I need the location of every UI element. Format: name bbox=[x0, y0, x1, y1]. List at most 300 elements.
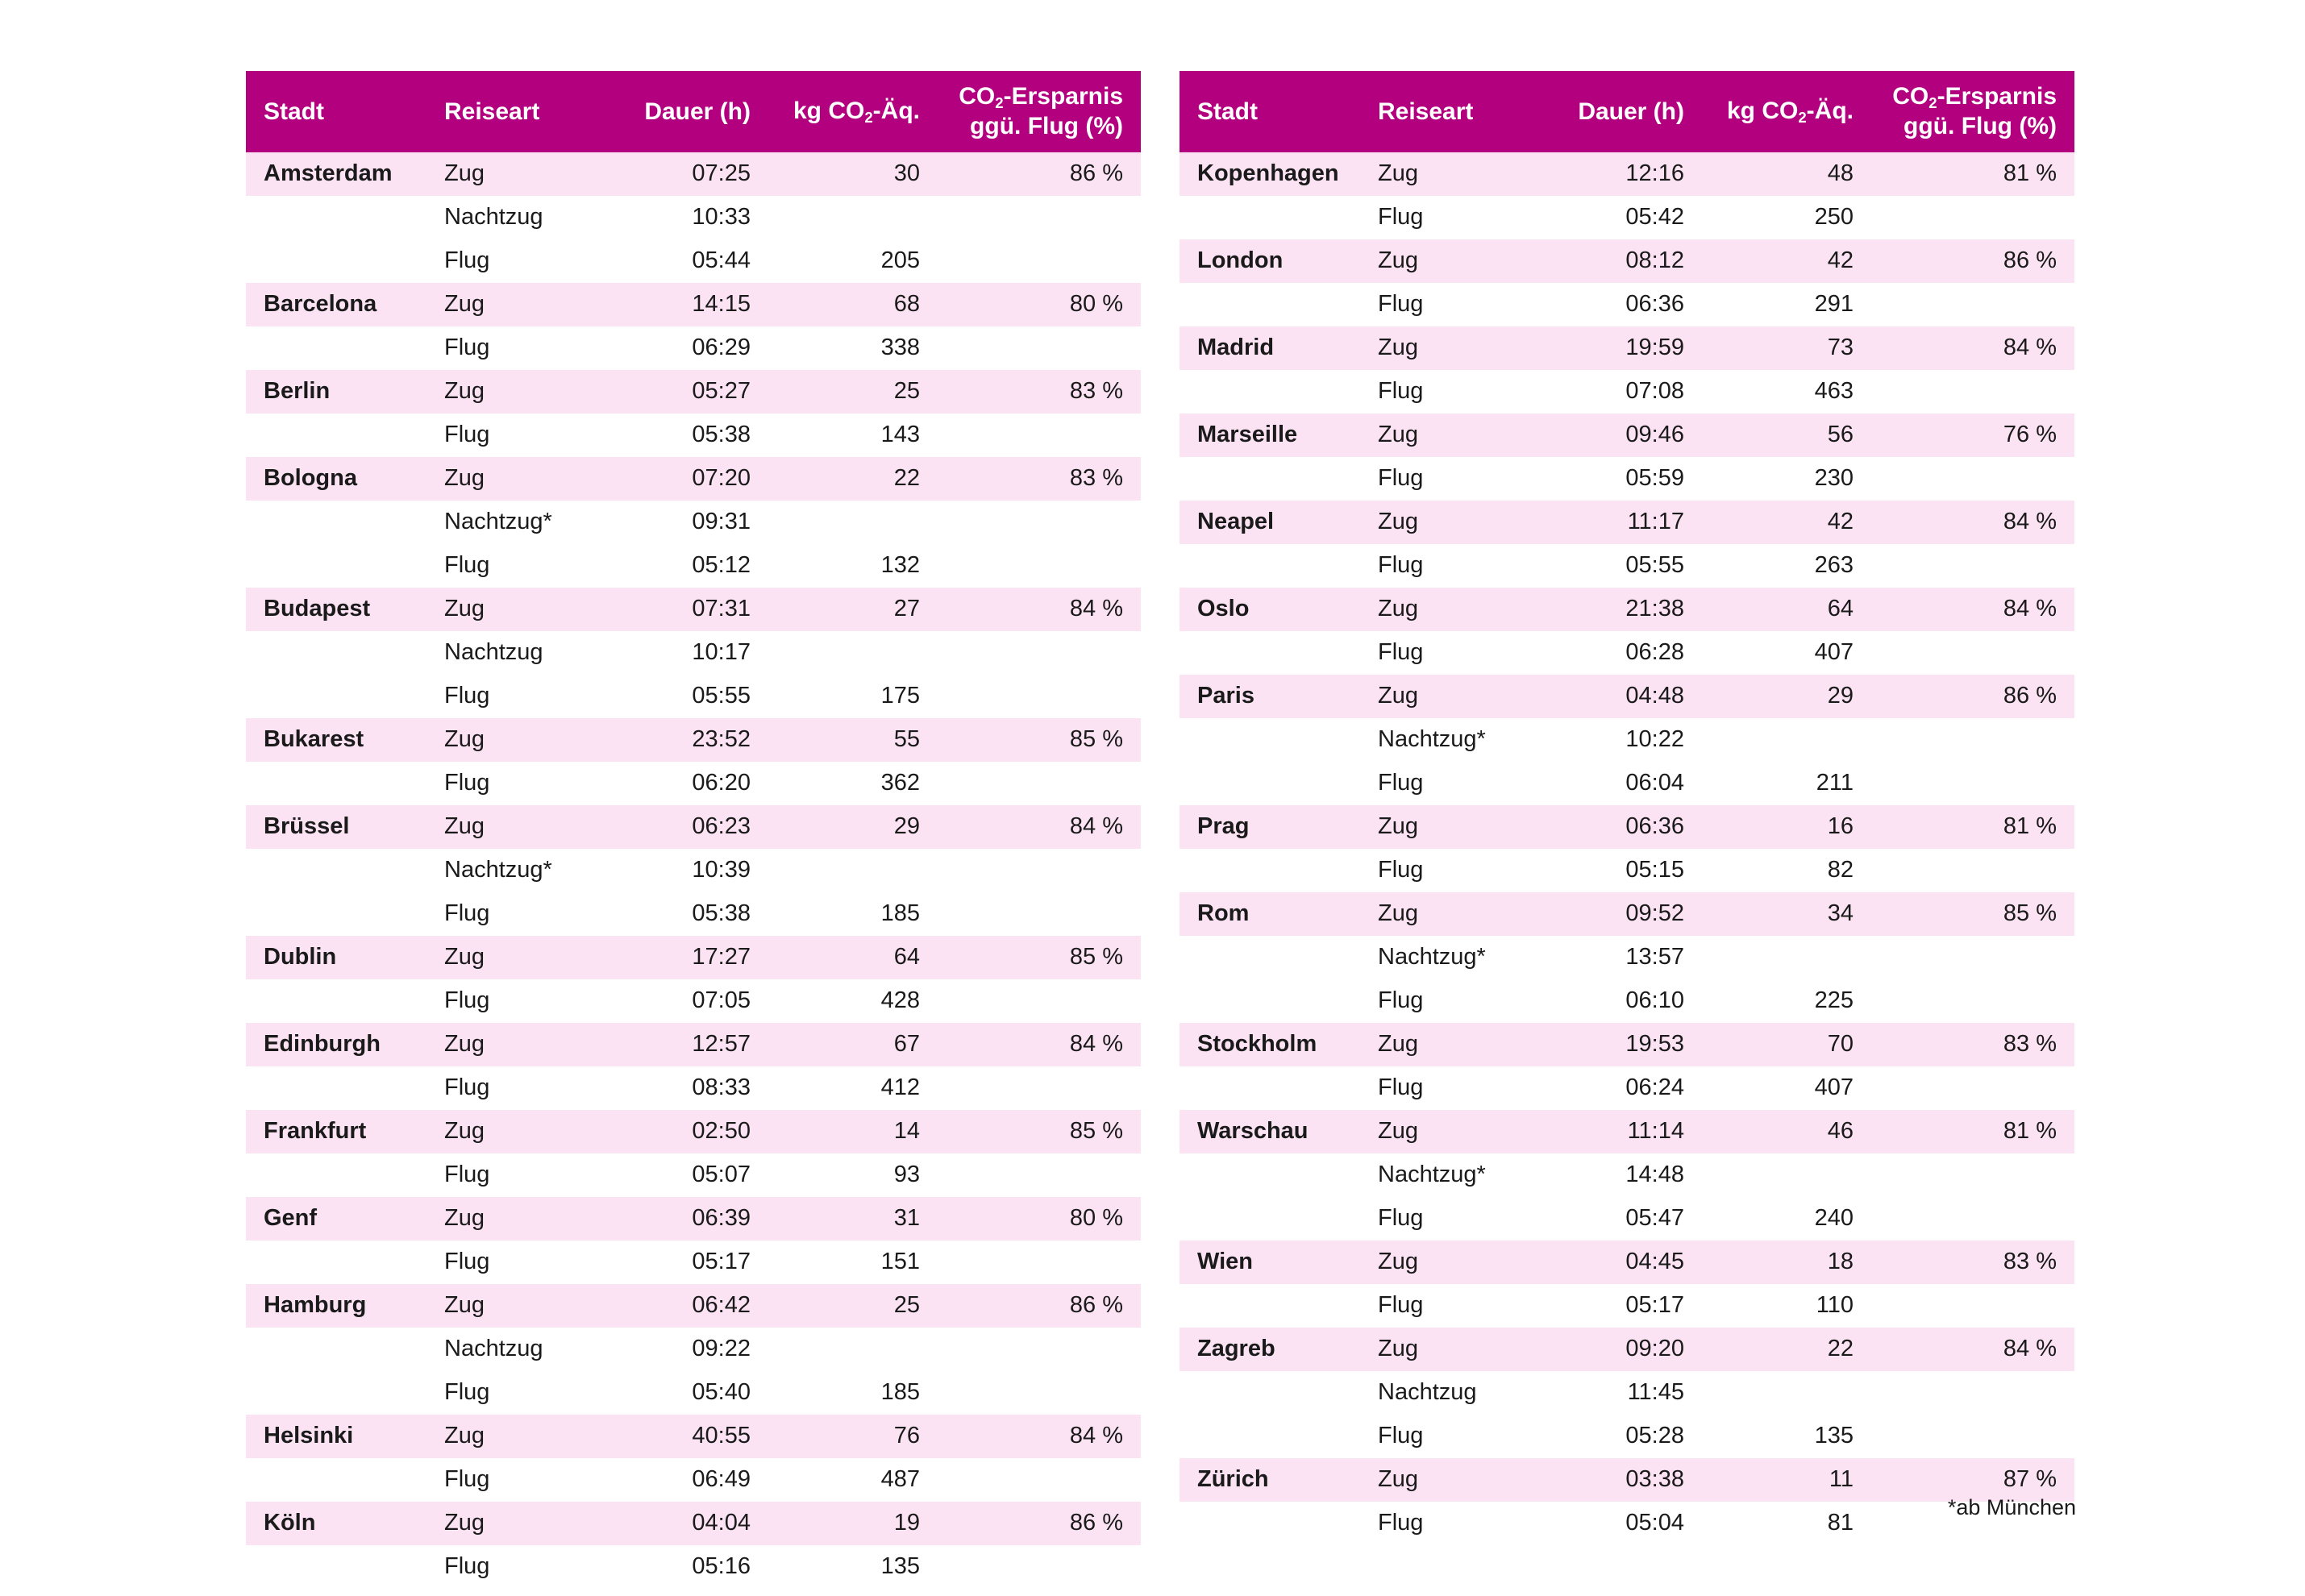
cell-mode: Zug bbox=[1367, 892, 1534, 936]
cell-city: Kopenhagen bbox=[1180, 152, 1367, 196]
cell-saving bbox=[931, 849, 1141, 892]
column-header-co2 bbox=[762, 71, 931, 152]
cell-duration: 02:50 bbox=[601, 1110, 762, 1153]
cell-saving: 85 % bbox=[931, 718, 1141, 762]
cell-saving bbox=[931, 892, 1141, 936]
cell-city bbox=[1180, 283, 1367, 326]
cell-mode: Flug bbox=[433, 979, 601, 1023]
cell-city: Warschau bbox=[1180, 1110, 1367, 1153]
cell-city bbox=[1180, 1066, 1367, 1110]
cell-mode: Zug bbox=[433, 1502, 601, 1545]
column-header-co2 bbox=[1695, 71, 1865, 152]
cell-mode: Flug bbox=[433, 1066, 601, 1110]
cell-mode: Flug bbox=[1367, 1066, 1534, 1110]
cell-city: Frankfurt bbox=[246, 1110, 433, 1153]
cell-saving bbox=[1865, 544, 2074, 588]
table-body-left bbox=[246, 152, 1141, 1589]
cell-saving bbox=[1865, 370, 2074, 414]
table-row bbox=[1180, 1284, 2074, 1328]
cell-mode: Zug bbox=[1367, 1328, 1534, 1371]
cell-saving bbox=[931, 979, 1141, 1023]
cell-co2: 68 bbox=[762, 283, 931, 326]
cell-duration: 05:07 bbox=[601, 1153, 762, 1197]
cell-co2: 412 bbox=[762, 1066, 931, 1110]
cell-saving: 84 % bbox=[1865, 326, 2074, 370]
cell-co2 bbox=[1695, 1153, 1865, 1197]
cell-city: Köln bbox=[246, 1502, 433, 1545]
cell-saving: 83 % bbox=[931, 370, 1141, 414]
cell-city bbox=[246, 979, 433, 1023]
cell-saving: 86 % bbox=[931, 1502, 1141, 1545]
cell-co2: 143 bbox=[762, 414, 931, 457]
cell-city bbox=[1180, 718, 1367, 762]
cell-city bbox=[246, 196, 433, 239]
cell-mode: Zug bbox=[1367, 152, 1534, 196]
cell-mode: Nachtzug* bbox=[1367, 1153, 1534, 1197]
cell-mode: Flug bbox=[1367, 849, 1534, 892]
cell-duration: 05:04 bbox=[1534, 1502, 1695, 1545]
cell-co2: 34 bbox=[1695, 892, 1865, 936]
cell-city bbox=[246, 1241, 433, 1284]
cell-duration: 05:28 bbox=[1534, 1415, 1695, 1458]
table-row bbox=[1180, 196, 2074, 239]
cell-mode: Flug bbox=[433, 1545, 601, 1589]
cell-duration: 17:27 bbox=[601, 936, 762, 979]
travel-emissions-table-left bbox=[246, 71, 1141, 1589]
cell-city bbox=[246, 326, 433, 370]
cell-co2: 30 bbox=[762, 152, 931, 196]
saving-label-sub: 2 bbox=[1928, 94, 1937, 112]
cell-city bbox=[246, 1371, 433, 1415]
cell-mode: Zug bbox=[1367, 588, 1534, 631]
cell-co2: 22 bbox=[1695, 1328, 1865, 1371]
cell-saving bbox=[1865, 979, 2074, 1023]
comparison-tables bbox=[246, 71, 2076, 1589]
cell-mode: Flug bbox=[1367, 979, 1534, 1023]
cell-mode: Zug bbox=[1367, 326, 1534, 370]
cell-saving bbox=[931, 414, 1141, 457]
co2-label-pre: kg CO bbox=[793, 97, 865, 124]
cell-co2 bbox=[1695, 936, 1865, 979]
cell-saving: 86 % bbox=[1865, 675, 2074, 718]
table-row bbox=[1180, 631, 2074, 675]
cell-co2 bbox=[762, 196, 931, 239]
table-row bbox=[1180, 283, 2074, 326]
cell-duration: 05:17 bbox=[1534, 1284, 1695, 1328]
table-row bbox=[246, 1110, 1141, 1153]
cell-saving: 87 % bbox=[1865, 1458, 2074, 1502]
table-row bbox=[1180, 1415, 2074, 1458]
saving-label-post: -Ersparnis bbox=[1003, 83, 1123, 110]
table-row bbox=[1180, 1197, 2074, 1241]
cell-mode: Nachtzug* bbox=[1367, 936, 1534, 979]
cell-mode: Flug bbox=[1367, 457, 1534, 501]
cell-mode: Zug bbox=[433, 718, 601, 762]
cell-duration: 09:46 bbox=[1534, 414, 1695, 457]
cell-saving bbox=[931, 196, 1141, 239]
cell-saving bbox=[931, 1545, 1141, 1589]
cell-city bbox=[246, 1328, 433, 1371]
cell-duration: 06:49 bbox=[601, 1458, 762, 1502]
cell-saving: 76 % bbox=[1865, 414, 2074, 457]
cell-saving bbox=[931, 1241, 1141, 1284]
table-row bbox=[1180, 457, 2074, 501]
cell-duration: 06:10 bbox=[1534, 979, 1695, 1023]
cell-co2 bbox=[762, 501, 931, 544]
cell-city: Paris bbox=[1180, 675, 1367, 718]
cell-co2: 64 bbox=[762, 936, 931, 979]
cell-duration: 05:55 bbox=[1534, 544, 1695, 588]
cell-duration: 07:05 bbox=[601, 979, 762, 1023]
cell-duration: 11:17 bbox=[1534, 501, 1695, 544]
cell-mode: Zug bbox=[1367, 1110, 1534, 1153]
cell-duration: 10:22 bbox=[1534, 718, 1695, 762]
table-row bbox=[1180, 326, 2074, 370]
column-header-city: Stadt bbox=[246, 71, 433, 152]
cell-saving: 83 % bbox=[931, 457, 1141, 501]
table-row bbox=[246, 805, 1141, 849]
travel-emissions-table-right bbox=[1180, 71, 2074, 1545]
cell-duration: 19:59 bbox=[1534, 326, 1695, 370]
cell-duration: 04:45 bbox=[1534, 1241, 1695, 1284]
cell-saving bbox=[1865, 849, 2074, 892]
table-body-right bbox=[1180, 152, 2074, 1545]
cell-city: Neapel bbox=[1180, 501, 1367, 544]
cell-co2: 76 bbox=[762, 1415, 931, 1458]
cell-saving bbox=[931, 762, 1141, 805]
cell-mode: Flug bbox=[1367, 762, 1534, 805]
table-row bbox=[1180, 1110, 2074, 1153]
cell-mode: Zug bbox=[433, 1415, 601, 1458]
cell-city bbox=[1180, 544, 1367, 588]
header-row bbox=[1180, 71, 2074, 152]
cell-duration: 40:55 bbox=[601, 1415, 762, 1458]
cell-city bbox=[1180, 370, 1367, 414]
cell-co2: 31 bbox=[762, 1197, 931, 1241]
cell-duration: 07:31 bbox=[601, 588, 762, 631]
cell-city: Zürich bbox=[1180, 1458, 1367, 1502]
cell-city: Genf bbox=[246, 1197, 433, 1241]
table-row bbox=[1180, 370, 2074, 414]
cell-co2: 240 bbox=[1695, 1197, 1865, 1241]
cell-duration: 06:24 bbox=[1534, 1066, 1695, 1110]
cell-mode: Flug bbox=[433, 544, 601, 588]
cell-co2: 463 bbox=[1695, 370, 1865, 414]
cell-duration: 14:15 bbox=[601, 283, 762, 326]
cell-city bbox=[1180, 631, 1367, 675]
cell-mode: Zug bbox=[1367, 501, 1534, 544]
cell-co2: 14 bbox=[762, 1110, 931, 1153]
cell-co2 bbox=[762, 631, 931, 675]
table-row bbox=[1180, 675, 2074, 718]
cell-city bbox=[1180, 936, 1367, 979]
cell-saving: 86 % bbox=[1865, 239, 2074, 283]
cell-mode: Flug bbox=[433, 239, 601, 283]
table-row bbox=[246, 631, 1141, 675]
cell-mode: Zug bbox=[433, 1284, 601, 1328]
cell-co2: 73 bbox=[1695, 326, 1865, 370]
cell-duration: 19:53 bbox=[1534, 1023, 1695, 1066]
table-row bbox=[246, 152, 1141, 196]
cell-saving: 86 % bbox=[931, 152, 1141, 196]
cell-co2: 25 bbox=[762, 1284, 931, 1328]
table-row bbox=[1180, 718, 2074, 762]
cell-co2: 22 bbox=[762, 457, 931, 501]
cell-city: Wien bbox=[1180, 1241, 1367, 1284]
cell-city bbox=[246, 892, 433, 936]
table-row bbox=[1180, 805, 2074, 849]
cell-saving: 85 % bbox=[931, 936, 1141, 979]
cell-duration: 09:31 bbox=[601, 501, 762, 544]
cell-city: Zagreb bbox=[1180, 1328, 1367, 1371]
column-header-duration: Dauer (h) bbox=[1534, 71, 1695, 152]
cell-mode: Zug bbox=[433, 588, 601, 631]
cell-duration: 14:48 bbox=[1534, 1153, 1695, 1197]
cell-mode: Nachtzug bbox=[433, 631, 601, 675]
cell-mode: Flug bbox=[433, 1241, 601, 1284]
cell-city: Madrid bbox=[1180, 326, 1367, 370]
cell-co2: 487 bbox=[762, 1458, 931, 1502]
table-row bbox=[246, 196, 1141, 239]
cell-co2: 42 bbox=[1695, 239, 1865, 283]
cell-mode: Flug bbox=[1367, 544, 1534, 588]
cell-saving bbox=[1865, 196, 2074, 239]
column-header-mode: Reiseart bbox=[1367, 71, 1534, 152]
cell-co2: 27 bbox=[762, 588, 931, 631]
cell-duration: 08:33 bbox=[601, 1066, 762, 1110]
cell-saving bbox=[931, 326, 1141, 370]
table-header-left bbox=[246, 71, 1141, 152]
cell-city: Dublin bbox=[246, 936, 433, 979]
cell-mode: Zug bbox=[433, 457, 601, 501]
saving-label-pre: CO bbox=[1892, 83, 1929, 110]
cell-mode: Nachtzug* bbox=[433, 849, 601, 892]
cell-saving bbox=[1865, 631, 2074, 675]
cell-saving bbox=[1865, 762, 2074, 805]
cell-mode: Zug bbox=[1367, 414, 1534, 457]
table-row bbox=[246, 675, 1141, 718]
cell-city bbox=[1180, 1197, 1367, 1241]
cell-co2 bbox=[762, 849, 931, 892]
cell-city: Hamburg bbox=[246, 1284, 433, 1328]
column-header-duration: Dauer (h) bbox=[601, 71, 762, 152]
table-row bbox=[1180, 1371, 2074, 1415]
cell-duration: 05:38 bbox=[601, 414, 762, 457]
cell-co2: 70 bbox=[1695, 1023, 1865, 1066]
cell-co2: 205 bbox=[762, 239, 931, 283]
cell-co2: 42 bbox=[1695, 501, 1865, 544]
cell-mode: Nachtzug bbox=[433, 196, 601, 239]
cell-saving: 83 % bbox=[1865, 1241, 2074, 1284]
table-row bbox=[246, 718, 1141, 762]
cell-mode: Flug bbox=[1367, 631, 1534, 675]
table-row bbox=[246, 1197, 1141, 1241]
cell-duration: 06:20 bbox=[601, 762, 762, 805]
cell-mode: Zug bbox=[433, 283, 601, 326]
cell-mode: Nachtzug bbox=[1367, 1371, 1534, 1415]
cell-saving: 81 % bbox=[1865, 805, 2074, 849]
cell-duration: 09:20 bbox=[1534, 1328, 1695, 1371]
cell-saving bbox=[1865, 1371, 2074, 1415]
cell-mode: Zug bbox=[1367, 805, 1534, 849]
cell-mode: Zug bbox=[433, 936, 601, 979]
cell-duration: 21:38 bbox=[1534, 588, 1695, 631]
saving-label-post: -Ersparnis bbox=[1937, 83, 2057, 110]
cell-co2 bbox=[762, 1328, 931, 1371]
cell-mode: Flug bbox=[1367, 1197, 1534, 1241]
cell-duration: 13:57 bbox=[1534, 936, 1695, 979]
cell-saving: 84 % bbox=[1865, 588, 2074, 631]
cell-duration: 06:04 bbox=[1534, 762, 1695, 805]
cell-saving bbox=[1865, 1197, 2074, 1241]
cell-co2: 338 bbox=[762, 326, 931, 370]
header-row bbox=[246, 71, 1141, 152]
table-row bbox=[1180, 152, 2074, 196]
cell-saving: 85 % bbox=[931, 1110, 1141, 1153]
cell-city bbox=[1180, 762, 1367, 805]
cell-mode: Flug bbox=[433, 762, 601, 805]
table-row bbox=[246, 1023, 1141, 1066]
cell-co2 bbox=[1695, 718, 1865, 762]
cell-city: Prag bbox=[1180, 805, 1367, 849]
column-header-saving bbox=[931, 71, 1141, 152]
saving-label-pre: CO bbox=[959, 83, 996, 110]
cell-saving bbox=[1865, 1153, 2074, 1197]
cell-mode: Flug bbox=[1367, 1415, 1534, 1458]
cell-duration: 05:16 bbox=[601, 1545, 762, 1589]
cell-duration: 05:17 bbox=[601, 1241, 762, 1284]
table-row bbox=[1180, 892, 2074, 936]
cell-saving: 83 % bbox=[1865, 1023, 2074, 1066]
cell-mode: Zug bbox=[433, 1197, 601, 1241]
cell-co2: 46 bbox=[1695, 1110, 1865, 1153]
cell-saving bbox=[931, 1371, 1141, 1415]
cell-mode: Flug bbox=[433, 326, 601, 370]
cell-mode: Flug bbox=[433, 1458, 601, 1502]
cell-saving: 84 % bbox=[931, 805, 1141, 849]
cell-duration: 06:42 bbox=[601, 1284, 762, 1328]
cell-duration: 12:57 bbox=[601, 1023, 762, 1066]
cell-saving: 84 % bbox=[1865, 501, 2074, 544]
cell-co2: 407 bbox=[1695, 1066, 1865, 1110]
cell-saving bbox=[931, 675, 1141, 718]
table-row bbox=[1180, 239, 2074, 283]
cell-mode: Nachtzug* bbox=[1367, 718, 1534, 762]
cell-co2: 185 bbox=[762, 1371, 931, 1415]
cell-mode: Zug bbox=[433, 1023, 601, 1066]
cell-duration: 10:17 bbox=[601, 631, 762, 675]
saving-label-sub: 2 bbox=[995, 94, 1004, 112]
cell-co2: 81 bbox=[1695, 1502, 1865, 1545]
cell-co2: 151 bbox=[762, 1241, 931, 1284]
cell-co2: 291 bbox=[1695, 283, 1865, 326]
cell-city: Amsterdam bbox=[246, 152, 433, 196]
table-row bbox=[246, 326, 1141, 370]
cell-city bbox=[246, 631, 433, 675]
table-row bbox=[246, 849, 1141, 892]
cell-city bbox=[246, 675, 433, 718]
cell-city bbox=[246, 849, 433, 892]
table-header-right bbox=[1180, 71, 2074, 152]
table-row bbox=[246, 892, 1141, 936]
cell-co2: 48 bbox=[1695, 152, 1865, 196]
cell-duration: 05:40 bbox=[601, 1371, 762, 1415]
cell-saving bbox=[1865, 1415, 2074, 1458]
cell-duration: 05:12 bbox=[601, 544, 762, 588]
table-row bbox=[1180, 1328, 2074, 1371]
footnote: *ab München bbox=[1947, 1495, 2076, 1519]
cell-co2: 263 bbox=[1695, 544, 1865, 588]
cell-mode: Zug bbox=[433, 805, 601, 849]
table-row bbox=[1180, 501, 2074, 544]
cell-mode: Flug bbox=[433, 1153, 601, 1197]
cell-city: Helsinki bbox=[246, 1415, 433, 1458]
table-row bbox=[246, 1241, 1141, 1284]
cell-duration: 05:42 bbox=[1534, 196, 1695, 239]
cell-co2: 93 bbox=[762, 1153, 931, 1197]
cell-mode: Zug bbox=[433, 152, 601, 196]
cell-saving: 80 % bbox=[931, 1197, 1141, 1241]
cell-city bbox=[1180, 1284, 1367, 1328]
cell-duration: 11:45 bbox=[1534, 1371, 1695, 1415]
table-row bbox=[1180, 849, 2074, 892]
cell-duration: 11:14 bbox=[1534, 1110, 1695, 1153]
cell-city: Berlin bbox=[246, 370, 433, 414]
cell-mode: Zug bbox=[1367, 1023, 1534, 1066]
cell-co2: 225 bbox=[1695, 979, 1865, 1023]
cell-city: Budapest bbox=[246, 588, 433, 631]
cell-duration: 23:52 bbox=[601, 718, 762, 762]
cell-saving bbox=[931, 1328, 1141, 1371]
cell-co2: 135 bbox=[1695, 1415, 1865, 1458]
cell-mode: Zug bbox=[1367, 675, 1534, 718]
cell-city bbox=[1180, 196, 1367, 239]
cell-mode: Nachtzug bbox=[433, 1328, 601, 1371]
cell-duration: 07:08 bbox=[1534, 370, 1695, 414]
table-row bbox=[246, 457, 1141, 501]
cell-mode: Zug bbox=[1367, 1241, 1534, 1284]
cell-city: Bologna bbox=[246, 457, 433, 501]
left-table-wrapper bbox=[246, 71, 1141, 1589]
cell-duration: 06:23 bbox=[601, 805, 762, 849]
cell-city bbox=[246, 544, 433, 588]
cell-city: Oslo bbox=[1180, 588, 1367, 631]
cell-saving bbox=[1865, 283, 2074, 326]
table-row bbox=[1180, 1066, 2074, 1110]
cell-city bbox=[1180, 457, 1367, 501]
table-row bbox=[246, 1328, 1141, 1371]
table-row bbox=[1180, 979, 2074, 1023]
cell-co2: 25 bbox=[762, 370, 931, 414]
cell-city bbox=[246, 239, 433, 283]
cell-duration: 05:59 bbox=[1534, 457, 1695, 501]
table-row bbox=[1180, 1023, 2074, 1066]
cell-saving bbox=[931, 239, 1141, 283]
table-row bbox=[1180, 1153, 2074, 1197]
cell-duration: 07:20 bbox=[601, 457, 762, 501]
cell-saving: 86 % bbox=[931, 1284, 1141, 1328]
cell-city bbox=[1180, 1415, 1367, 1458]
cell-duration: 12:16 bbox=[1534, 152, 1695, 196]
cell-saving bbox=[931, 1153, 1141, 1197]
cell-saving bbox=[931, 501, 1141, 544]
cell-city bbox=[246, 1153, 433, 1197]
cell-mode: Flug bbox=[433, 1371, 601, 1415]
cell-co2: 428 bbox=[762, 979, 931, 1023]
cell-co2: 55 bbox=[762, 718, 931, 762]
co2-label-post: -Äq. bbox=[1806, 97, 1854, 124]
cell-co2: 250 bbox=[1695, 196, 1865, 239]
